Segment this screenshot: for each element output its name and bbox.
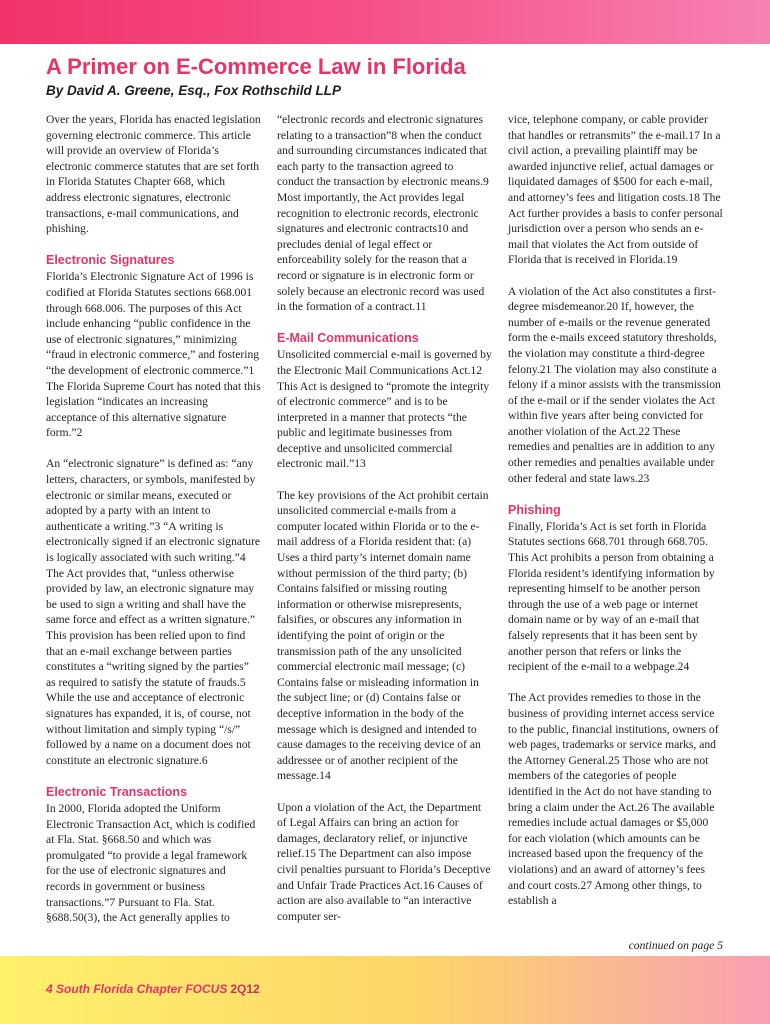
body-paragraph: Florida’s Electronic Signature Act of 1996 is codified at Florida Statutes sections 668.001 through 668.006. The purposes of this Act include enhancing “public confidence in the use of electronic signatures,” minimizing “fraud in electronic commerce,” and fostering “the development of electronic commerce.”1 The Florida Supreme Court has noted that this legislation “indicates an increasing acceptance of this alternative signature form.”2	[46, 270, 261, 440]
footer-issue: 2Q12	[230, 982, 260, 996]
article-column-2	[277, 112, 492, 940]
section-heading-electronic-transactions: Electronic Transactions	[46, 784, 188, 799]
body-paragraph: A violation of the Act also constitutes a first-degree misdemeanor.20 If, however, the number of e-mails or the revenue generated form the e-mails exceed statutory thresholds, the violation may constitute a third-degree felony.21 The violation may also constitute a felony if a minor assists with the transmission of the e-mail or if the sender violates the Act within five years after being convicted for another violation of the Act.22 These remedies and penalties are in addition to any other remedies and penalties available under other federal and state laws.23	[508, 284, 721, 485]
section-heading-email-communications: E-Mail Communications	[277, 331, 419, 346]
page-footer	[46, 982, 260, 996]
body-paragraph: The Act provides remedies to those in the business of providing internet access service to the public, financial institutions, owners of web pages, trademarks or service marks, and the Attorney General.25 Those who are not members of the categories of people identified in the Act do not have standing to bring a claim under the Act.26 The available remedies include actual damages or $5,000 for each violation (which amounts can be increased based upon the frequency of the violations) and an award of attorney’s fees and court costs.27 Among other things, to establish a	[508, 691, 719, 908]
body-paragraph: In 2000, Florida adopted the Uniform Electronic Transaction Act, which is codified at Fla. Stat. §668.50 and which was promulgated “to provide a legal framework for the use of electronic signatures and records in government or business transactions.”7 Pursuant to Fla. Stat. §688.50(3), the Act generally applies to	[46, 801, 256, 925]
footer-page-label: 4 South Florida Chapter FOCUS	[46, 982, 228, 996]
article-byline: By David A. Greene, Esq., Fox Rothschild LLP	[46, 83, 342, 98]
intro-paragraph: Over the years, Florida has enacted legislation governing electronic commerce. This article will provide an overview of Florida’s electronic commerce statutes that are set forth in Florida Statutes Chapter 668, which address electronic signatures, electronic transactions, e-mail communications, and phishing.	[46, 113, 261, 236]
body-paragraph: Unsolicited commercial e-mail is governed by the Electronic Mail Communications Act.12 This Act is designed to “promote the integrity of electronic commerce” and is to be interpreted in a manner that protects “the public and legitimate businesses from deceptive and unsolicited commercial electronic mail.”13	[277, 348, 492, 471]
body-paragraph: vice, telephone company, or cable provider that handles or retransmits” the e-mail.17 In a civil action, a prevailing plaintiff may be awarded injunctive relief, actual damages or liquidated damages of $500 for each e-mail, and attorney’s fees and litigation costs.18 The Act further provides a basis to confer personal jurisdiction over a person who sends an e-mail that violates the Act from outside of Florida that is received in Florida.19	[508, 113, 723, 267]
article-column-1	[46, 112, 261, 941]
article-column-3	[508, 112, 723, 924]
continued-note: continued on page 5	[628, 939, 723, 952]
body-paragraph: The key provisions of the Act prohibit certain unsolicited commercial e-mails from a computer located within Florida or to the e-mail address of a Florida resident that: (a) Uses a third party’s internet domain name without permission of the third party; (b) Contains falsified or missing routing information or otherwise misrepresents, falsifies, or obscures any information in identifying the point of origin or the transmission path of the any unsolicited commercial electronic mail message; (c) Contains false or misleading information in the subject line; or (d) Contains false or deceptive information in the body of the message which is designed and intended to cause damages to the receiving device of an addressee or of another recipient of the message.14	[277, 488, 489, 783]
body-paragraph: Upon a violation of the Act, the Department of Legal Affairs can bring an action for damages, declaratory relief, or injunctive relief.15 The Department can also impose civil penalties pursuant to Florida’s Deceptive and Unfair Trade Practices Act.16 Causes of action are also available to “an interactive computer ser-	[277, 800, 491, 923]
body-paragraph: An “electronic signature” is defined as: “any letters, characters, or symbols, manifested by electronic or similar means, executed or adopted by a party with an intent to authenticate a writing.”3 “A writing is electronically signed if an electronic signature is logically associated with such writing.”4 The Act provides that, “unless otherwise provided by law, an electronic signature may be used to sign a writing and shall have the same force and effect as a written signature.” This provision has been relied upon to find that an e-mail exchange between parties constitutes a “writing signed by the parties” as required to satisfy the statute of frauds.5 While the use and acceptance of electronic signatures has expanded, it is, of course, not without limitation and simply typing “/s/” followed by a name on a document does not constitute an electronic signature.6	[46, 457, 261, 767]
body-paragraph: Finally, Florida’s Act is set forth in Florida Statutes sections 668.701 through 668.705. This Act prohibits a person from obtaining a Florida resident’s identifying information by representing himself to be another person through the use of a web page or internet domain name or by way of an e-mail that falsely represents that it has been sent by another person that refers or links the recipient of the e-mail to a webpage.24	[508, 519, 715, 674]
body-paragraph: “electronic records and electronic signatures relating to a transaction”8 when the conduct and surrounding circumstances indicated that each party to the transaction agreed to conduct the transaction by electronic means.9 Most importantly, the Act provides legal recognition to electronic records, electronic signatures and electronic contracts10 and precludes denial of legal effect or enforceability solely for the reason that a record or signature is in electronic form or solely because an electronic record was used in the formation of a contract.11	[277, 113, 489, 314]
section-heading-phishing: Phishing	[508, 502, 561, 517]
top-color-bar	[0, 0, 770, 44]
section-heading-electronic-signatures: Electronic Signatures	[46, 253, 175, 268]
article-title: A Primer on E-Commerce Law in Florida	[46, 54, 466, 79]
